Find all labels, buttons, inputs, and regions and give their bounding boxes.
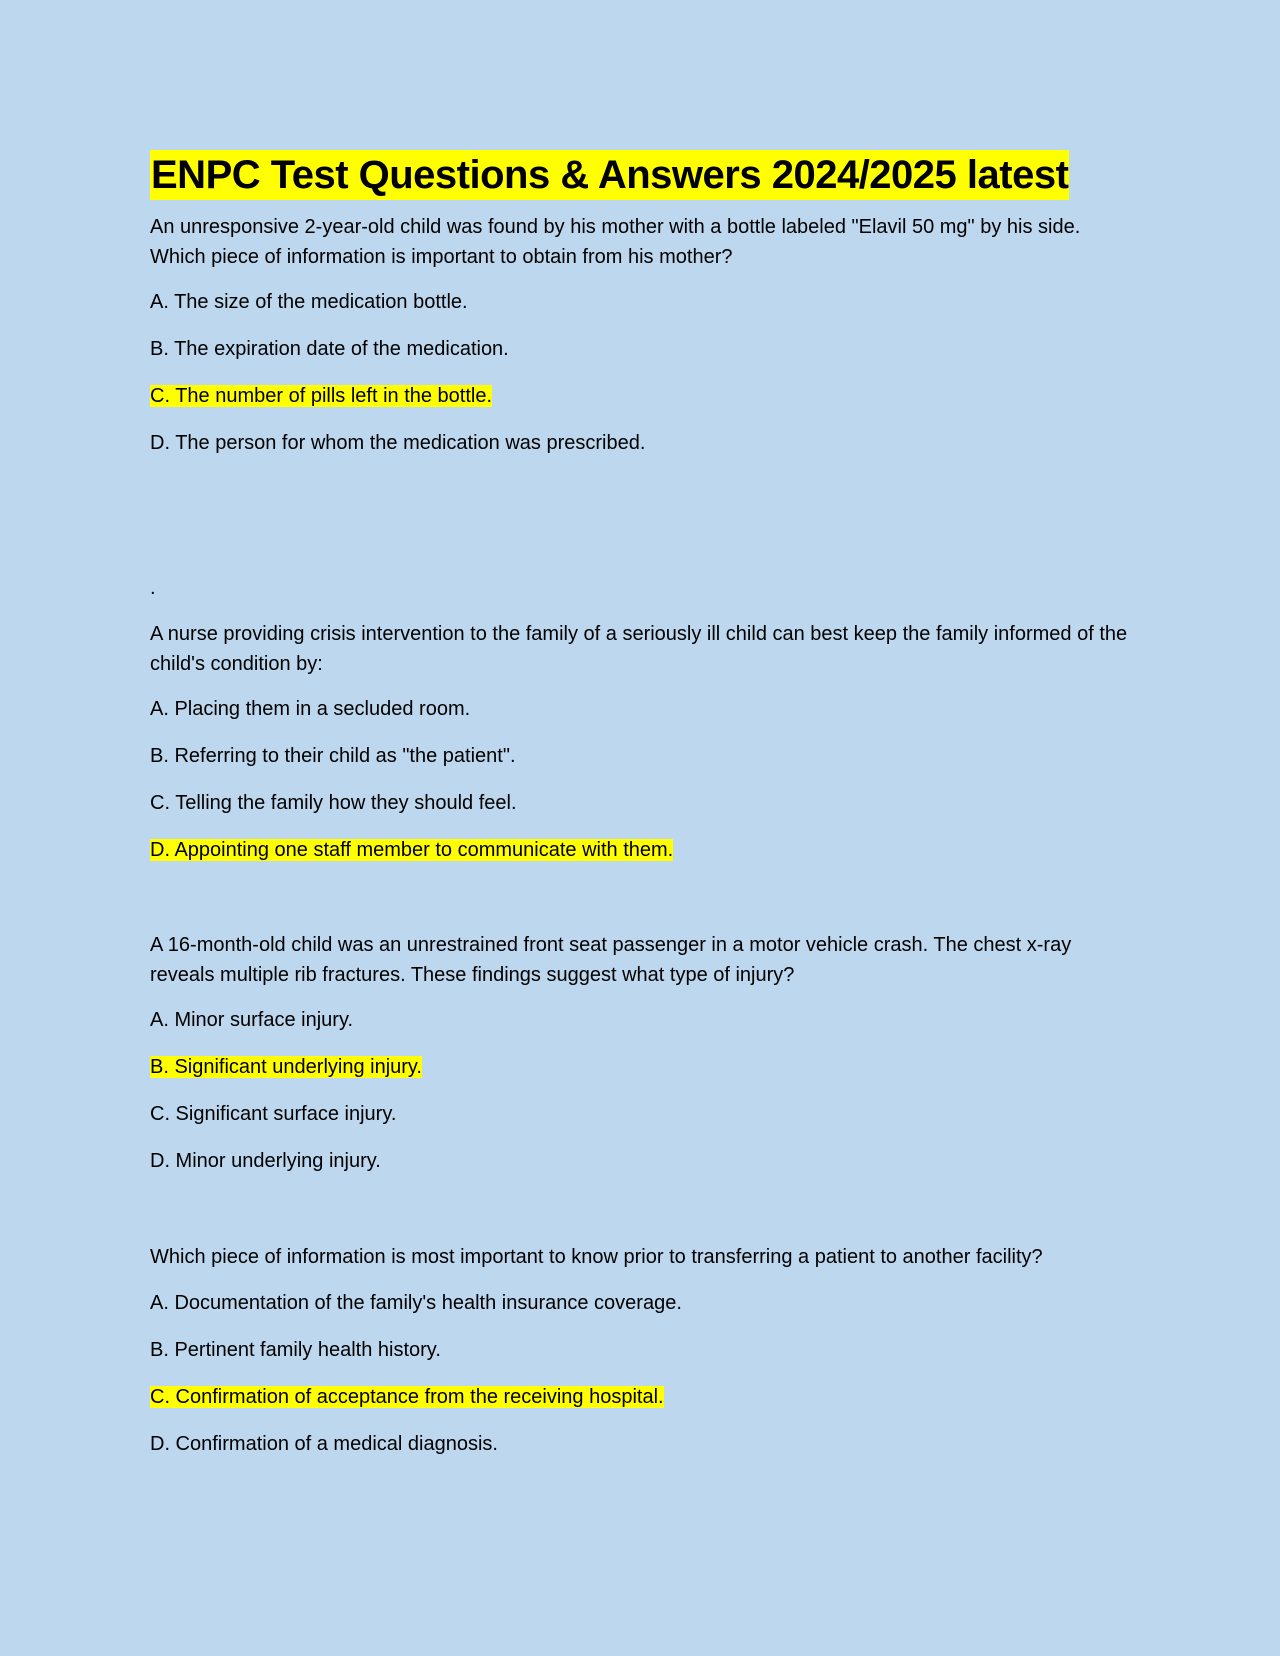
separator-dot: . (150, 577, 156, 599)
page-title: ENPC Test Questions & Answers 2024/2025 latest (150, 150, 1069, 200)
question-1-option-b (150, 335, 509, 363)
question-4-option-a (150, 1289, 682, 1317)
question-1-stem: An unresponsive 2-year-old child was found by his mother with a bottle labeled "Elavil 50 mg" by his side. Which piece of information is important to obtain from his mother? (150, 216, 1081, 268)
question-4-option-b (150, 1336, 441, 1364)
option-text: C. Telling the family how they should feel. (150, 792, 517, 814)
option-text-highlighted: D. Appointing one staff member to communicate with them. (150, 839, 674, 861)
option-text: C. Significant surface injury. (150, 1103, 397, 1125)
question-4-option-c-correct (150, 1383, 664, 1411)
option-text-highlighted: C. The number of pills left in the bottle. (150, 385, 493, 407)
option-text: B. Pertinent family health history. (150, 1339, 441, 1361)
question-4 (150, 1242, 1140, 1272)
option-text: D. Confirmation of a medical diagnosis. (150, 1433, 498, 1455)
question-2-option-c (150, 789, 517, 817)
option-text: A. The size of the medication bottle. (150, 291, 468, 313)
question-3-option-d (150, 1147, 381, 1175)
question-4-option-d (150, 1430, 498, 1458)
question-1-option-a (150, 288, 468, 316)
question-1-option-d (150, 429, 645, 457)
question-2-stem: A nurse providing crisis intervention to the family of a seriously ill child can best keep the family informed of the child's condition by: (150, 623, 1128, 675)
option-text: A. Minor surface injury. (150, 1009, 354, 1031)
option-text: A. Placing them in a secluded room. (150, 698, 471, 720)
option-text-highlighted: C. Confirmation of acceptance from the receiving hospital. (150, 1386, 664, 1408)
question-3-stem: A 16-month-old child was an unrestrained front seat passenger in a motor vehicle crash. The chest x-ray reveals multiple rib fractures. These findings suggest what type of injury? (150, 934, 1072, 986)
option-text-highlighted: B. Significant underlying injury. (150, 1056, 422, 1078)
option-text: B. Referring to their child as "the patient". (150, 745, 516, 767)
question-2-option-d-correct (150, 836, 673, 864)
question-3-option-b-correct (150, 1053, 422, 1081)
option-text: A. Documentation of the family's health insurance coverage. (150, 1292, 682, 1314)
question-3 (150, 930, 1140, 990)
page-title-wrap (150, 150, 1140, 200)
option-text: D. Minor underlying injury. (150, 1150, 381, 1172)
question-2-option-a (150, 695, 470, 723)
question-1-option-c-correct (150, 382, 492, 410)
option-text: D. The person for whom the medication was prescribed. (150, 432, 646, 454)
question-4-stem: Which piece of information is most important to know prior to transferring a patient to another facility? (150, 1246, 1043, 1268)
question-2-option-b (150, 742, 516, 770)
question-1 (150, 212, 1140, 272)
question-3-option-c (150, 1100, 396, 1128)
question-3-option-a (150, 1006, 353, 1034)
question-2 (150, 619, 1140, 679)
option-text: B. The expiration date of the medication. (150, 338, 509, 360)
